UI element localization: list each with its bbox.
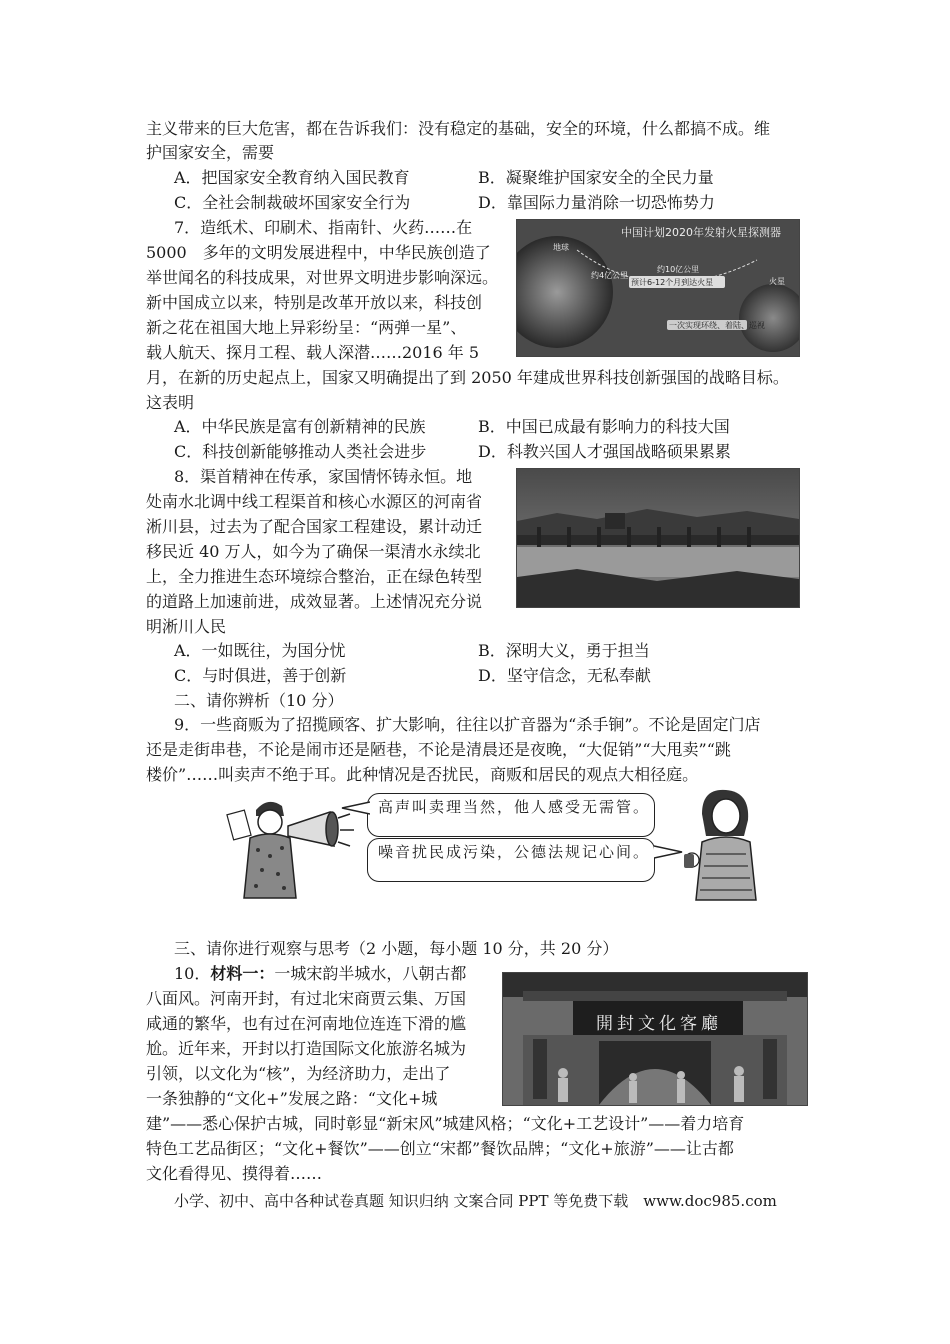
q10-line-7: 建”——悉心保护古城，同时彰显“新宋风”城建风格；“文化+工艺设计”——着力培育 (146, 1114, 745, 1133)
q7-option-b: B．中国已成最有影响力的科技大国 (478, 417, 730, 436)
resident-illustration (680, 784, 770, 902)
q8-option-b: B．深明大义，勇于担当 (478, 641, 650, 660)
q10-line-4: 尬。近年来，开封以打造国际文化旅游名城为 (146, 1039, 467, 1058)
q9-line-3: 楼价”……叫卖声不绝于耳。此种情况是否扰民，商贩和居民的观点大相径庭。 (146, 765, 699, 784)
q7-line-7: 月，在新的历史起点上，国家又明确提出了到 2050 年建成世界科技创新强国的战略目标。 (146, 368, 789, 387)
kaifeng-gate-sign: 開封文化客廳 (596, 1014, 722, 1034)
q8-line-3: 淅川县，过去为了配合国家工程建设，累计动迁 (146, 517, 483, 536)
q7-option-a: A．中华民族是富有创新精神的民族 (174, 417, 426, 436)
q7-option-d: D．科教兴国人才强国战略硕果累累 (478, 442, 731, 461)
q7-line-8: 这表明 (146, 393, 195, 412)
q6-option-d: D．靠国际力量消除一切恐怖势力 (478, 193, 715, 212)
mars-probe-image (516, 219, 800, 357)
q6-text-line-2: 护国家安全，需要 (146, 143, 275, 162)
q8-line-5: 上，全力推进生态环境综合整治，正在绿色转型 (146, 567, 483, 586)
q8-line-4: 移民近 40 万人，如今为了确保一渠清水永续北 (146, 542, 481, 561)
q9-line-1: 9．一些商贩为了招揽顾客、扩大影响，往往以扩音器为“杀手锏”。不论是固定门店 (174, 715, 761, 734)
mars-label-mars: 火星 (769, 277, 785, 286)
q8-option-d: D．坚守信念，无私奉献 (478, 666, 651, 685)
mars-image-title: 中国计划2020年发射火星探测器 (621, 226, 781, 239)
q10-line-3: 咸通的繁华，也有过在河南地位连连下滑的尴 (146, 1014, 467, 1033)
section-2-heading: 二、请你辨析（10 分） (174, 691, 344, 710)
q10-line-2: 八面风。河南开封，有过北宋商贾云集、万国 (146, 989, 467, 1008)
q6-option-b: B．凝聚维护国家安全的全民力量 (478, 168, 714, 187)
q8-line-1: 8．渠首精神在传承，家国情怀铸永恒。地 (174, 467, 473, 486)
q7-line-5: 新之花在祖国大地上异彩纷呈：“两弹一星”、 (146, 318, 467, 337)
mars-label-earth: 地球 (553, 243, 569, 252)
q8-line-7: 明淅川人民 (146, 617, 227, 636)
q8-line-6: 的道路上加速前进，成效显著。上述情况充分说 (146, 592, 483, 611)
q10-line-9: 文化看得见、摸得着…… (146, 1164, 323, 1183)
q10-line-1 (174, 962, 466, 986)
q10-line-6: 一条独静的“文化+”发展之路：“文化+城 (146, 1089, 438, 1108)
q7-line-1: 7．造纸术、印刷术、指南针、火药……在 (174, 218, 473, 237)
q10-number: 10． (174, 964, 211, 983)
q7-line-6: 载人航天、探月工程、载人深潜……2016 年 5 (146, 343, 480, 362)
dam-photo (516, 468, 800, 608)
q6-option-c: C．全社会制裁破坏国家安全行为 (174, 193, 411, 212)
q7-line-3: 举世闻名的科技成果，对世界文明进步影响深远。 (146, 268, 499, 287)
kaifeng-gate-photo (502, 972, 808, 1106)
q10-line-1-text: 一城宋韵半城水，八朝古都 (274, 964, 467, 983)
vendor-illustration (226, 790, 356, 900)
resident-speech-bubble: 噪音扰民成污染，公德法规记心间。 (367, 838, 655, 882)
vendor-bubble-tail (340, 800, 370, 816)
q8-option-c: C．与时俱进，善于创新 (174, 666, 347, 685)
q10-line-8: 特色工艺品街区；“文化+餐饮”——创立“宋都”餐饮品牌；“文化+旅游”——让古都 (146, 1139, 734, 1158)
q8-line-2: 处南水北调中线工程渠首和核心水源区的河南省 (146, 492, 483, 511)
section-3-heading: 三、请你进行观察与思考（2 小题，每小题 10 分，共 20 分） (174, 939, 619, 958)
q7-option-c: C．科技创新能够推动人类社会进步 (174, 442, 427, 461)
q10-line-5: 引领，以文化为“核”，为经济助力，走出了 (146, 1064, 451, 1083)
mars-label-flight: 预计6-12个月到达火星 (631, 278, 714, 287)
mars-label-time: 约10亿公里 (657, 265, 700, 274)
mars-label-distance: 约4亿公里 (591, 271, 629, 280)
q6-option-a: A．把国家安全教育纳入国民教育 (174, 168, 410, 187)
q8-option-a: A．一如既往，为国分忧 (174, 641, 346, 660)
q6-text-line-1: 主义带来的巨大危害，都在告诉我们：没有稳定的基础，安全的环境，什么都搞不成。维 (146, 119, 771, 138)
footer-text: 小学、初中、高中各种试卷真题 知识归纳 文案合同 PPT 等免费下载 www.doc985.com (174, 1192, 777, 1210)
q7-line-4: 新中国成立以来，特别是改革开放以来，科技创 (146, 293, 483, 312)
q7-line-2: 5000 多年的文明发展进程中，中华民族创造了 (146, 243, 491, 262)
q10-material-label: 材料一： (210, 964, 275, 983)
mars-label-task: 一次实现环绕、着陆、巡视 (669, 321, 765, 330)
vendor-speech-bubble: 高声叫卖理当然，他人感受无需管。 (367, 793, 655, 837)
q9-line-2: 还是走街串巷，不论是闹市还是陋巷，不论是清晨还是夜晚，“大促销”“大甩卖”“跳 (146, 740, 731, 759)
